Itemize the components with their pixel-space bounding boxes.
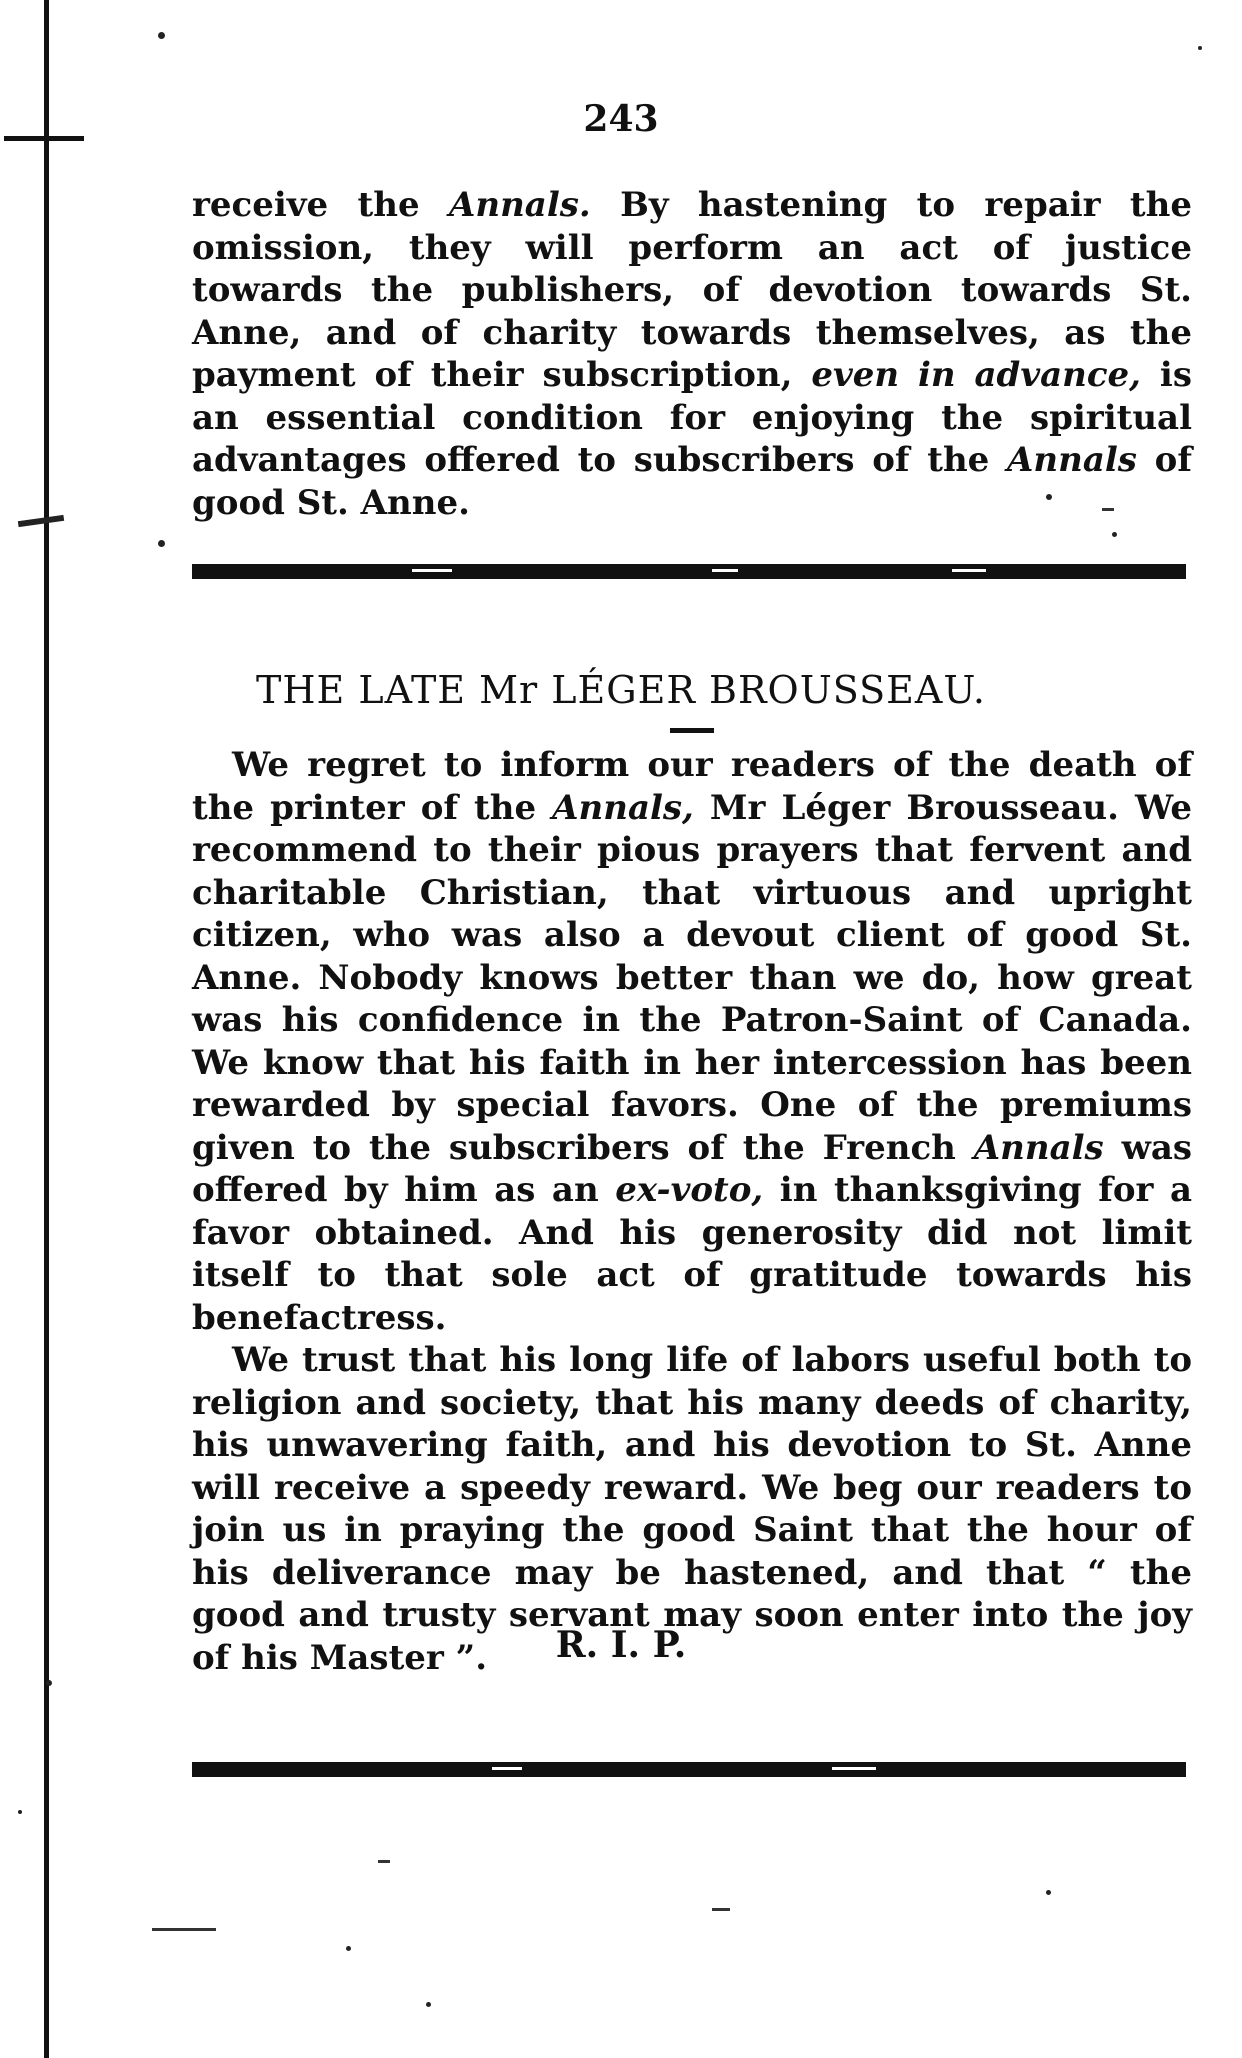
section-divider [192, 564, 1186, 579]
ink-speck [1198, 46, 1202, 50]
text-run: is an essential condition for enjoying the spiritual advantages offered to subscribers of the [192, 355, 1192, 480]
closing-rip: R. I. P. [555, 1624, 687, 1666]
heading-dash [670, 728, 714, 733]
text-run: of good St. Anne. [192, 440, 1192, 523]
binding-edge [44, 0, 49, 2058]
italic-run: ex-voto, [615, 1170, 764, 1210]
text-run: receive the [192, 185, 449, 225]
ink-mark [152, 1928, 216, 1931]
italic-run: Annals, [552, 787, 694, 828]
article-heading: THE LATE Mr LÉGER BROUSSEAU. [256, 668, 986, 712]
ink-speck [46, 1680, 52, 1686]
text-run: Mr Léger Brousseau. We recommend to their pious prayers that fervent and charitable Christian, that virtuous and upright citizen, who was also a devout client of good St. Anne. Nobody knows better than we do, how great was his confidence in the Patron-Saint of Canada. We know that his faith in her intercession has been rewarded by special favors. One of the premiums given to the subscribers of the French [192, 787, 1192, 1168]
text-run: in thanksgiving for a favor obtained. And his generosity did not limit itself to that sole act of gratitude towards his benefactress. [192, 1170, 1192, 1338]
ink-speck [158, 540, 165, 547]
ink-speck [1112, 532, 1117, 537]
italic-run: Annals [1007, 440, 1137, 480]
page-number: 243 [583, 98, 659, 140]
body-paragraph [192, 744, 1192, 1339]
binding-mark [18, 515, 64, 527]
text-run: By hastening to repair the omission, they will perform an act of justice towards the publishers, of devotion towards St. Anne, and of charity towards themselves, as the payment of their subscription, [192, 185, 1192, 395]
text-run: was offered by him as an [192, 1127, 1193, 1210]
ink-speck [426, 2002, 431, 2007]
ink-speck [18, 1810, 22, 1814]
ink-mark [712, 1908, 730, 1911]
italic-run: Annals [973, 1127, 1104, 1168]
text-run: We regret to inform our readers of the death of the printer of the [192, 745, 1192, 828]
ink-speck [1046, 1890, 1051, 1895]
italic-run: Annals. [448, 185, 591, 225]
section-divider [192, 1762, 1186, 1777]
ink-mark [378, 1860, 390, 1863]
ink-speck [346, 1946, 351, 1951]
ink-speck [158, 32, 165, 39]
body-paragraph: We trust that his long life of labors useful both to religion and society, that his many deeds of charity, his unwavering faith, and his devotion to St. Anne will receive a speedy reward. We beg our readers to join us in praying the good Saint that the hour of his deliverance may be hastened, and that “ the good and trusty servant may soon enter into the joy of his Master ”. [192, 1340, 1192, 1678]
italic-run: even in advance, [811, 355, 1142, 395]
intro-paragraph [192, 184, 1192, 524]
article-body [192, 744, 1192, 1679]
intro-text [192, 184, 1192, 524]
